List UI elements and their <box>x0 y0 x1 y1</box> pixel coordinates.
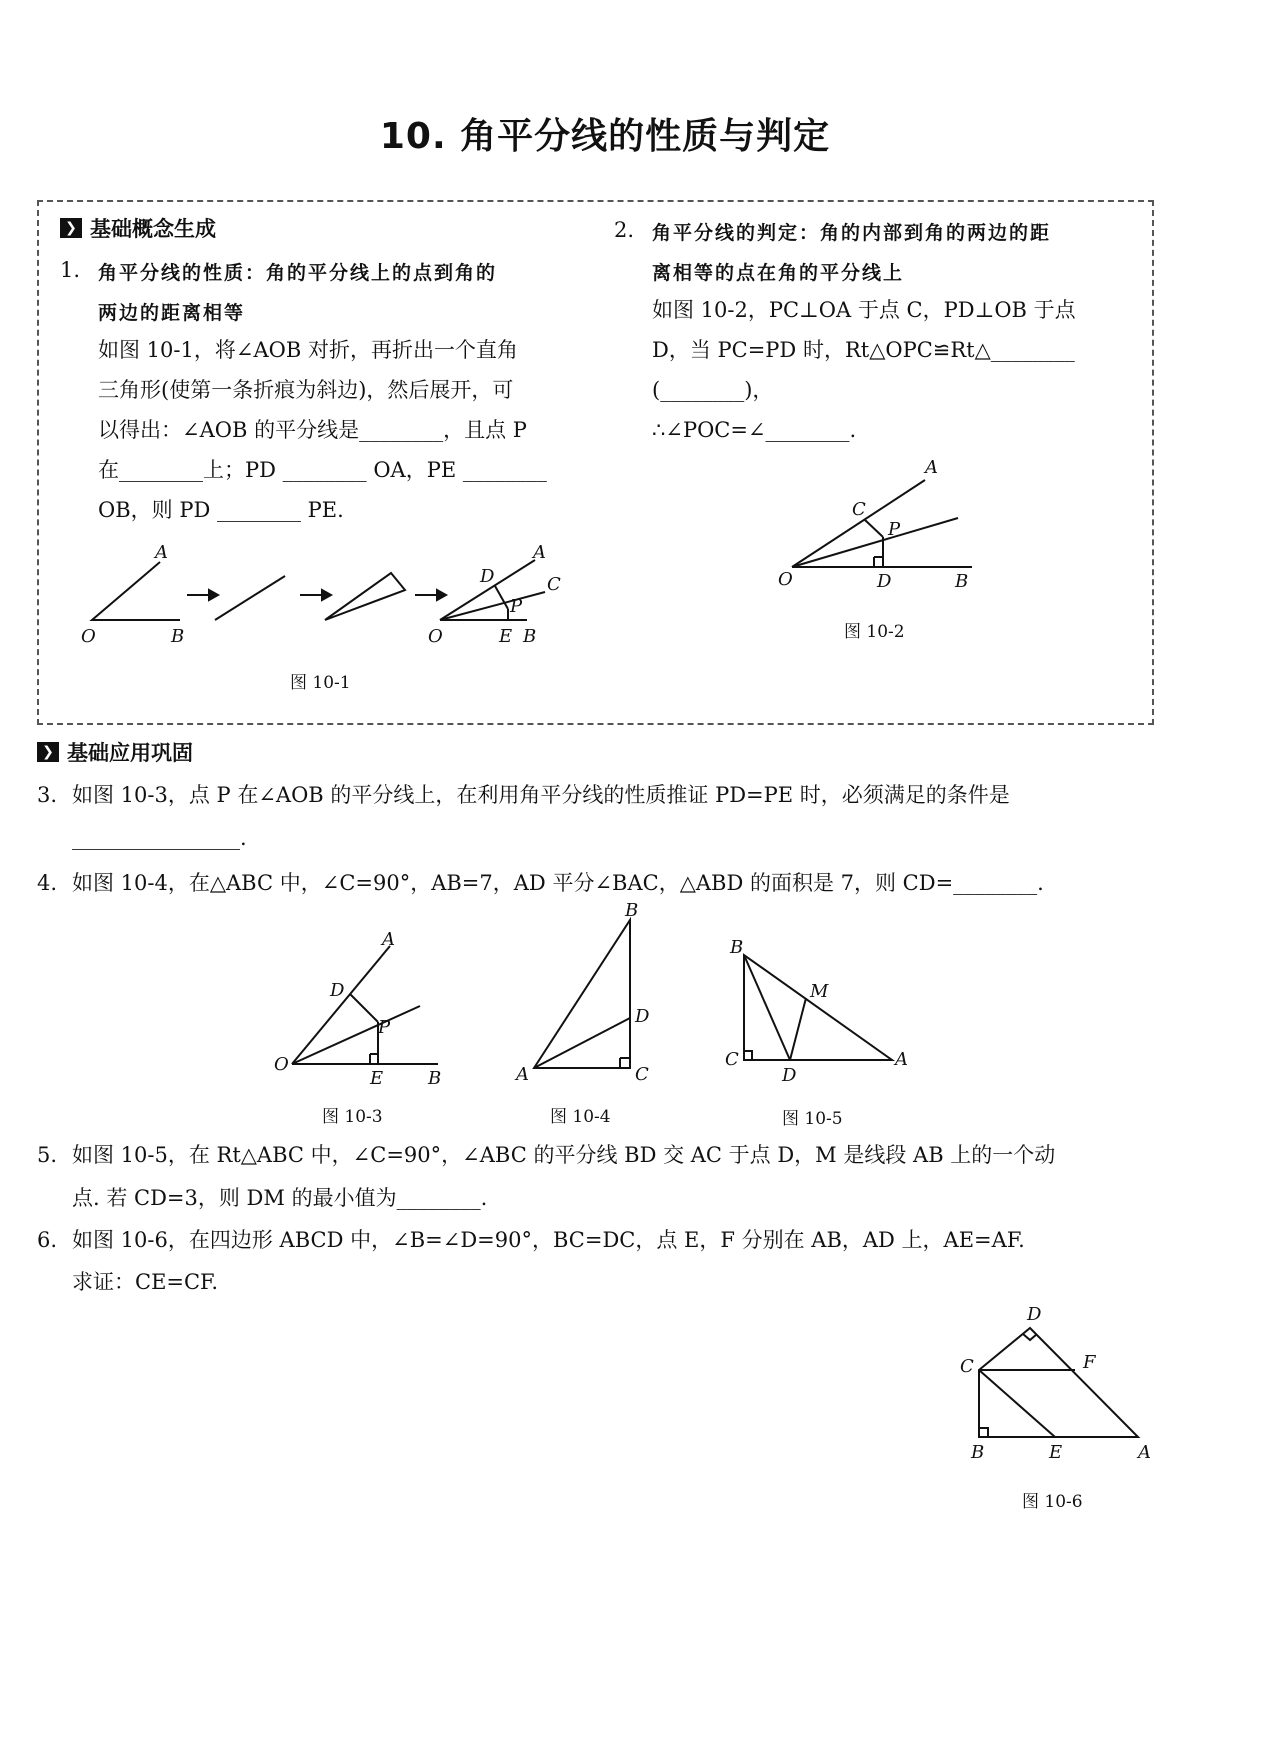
svg-text:B: B <box>971 1442 985 1460</box>
svg-text:F: F <box>1083 1352 1096 1373</box>
fig1-folded-ray <box>215 576 285 620</box>
figure-10-3 <box>270 930 460 1090</box>
svg-text:D: D <box>480 566 495 587</box>
item1-heading-line2: 两边的距离相等 <box>98 302 246 324</box>
item2-body: 如图 10-2，PC⊥OA 于点 C，PD⊥OB 于点 D，当 PC=PD 时，Rt△OPC≌Rt△________ (________)， ∴∠POC=∠________. <box>652 298 1076 442</box>
q3-line1: 如图 10-3，点 P 在∠AOB 的平分线上，在利用角平分线的性质推证 PD=PE 时，必须满足的条件是 <box>72 783 1010 807</box>
fig1-angle-aob <box>92 562 180 620</box>
q3-number: 3. <box>37 783 58 807</box>
svg-text:O: O <box>81 626 96 647</box>
item2-heading-line1: 角平分线的判定：角的内部到角的两边的距 <box>652 222 1052 244</box>
svg-text:A: A <box>155 542 168 563</box>
svg-text:O: O <box>428 626 443 647</box>
svg-text:A: A <box>533 542 546 563</box>
q4-line1: 如图 10-4，在△ABC 中，∠C=90°，AB=7，AD 平分∠BAC，△ABD 的面积是 7，则 CD=________. <box>72 871 1044 895</box>
q6-number: 6. <box>37 1228 58 1252</box>
caption-fig-10-6: 图 10-6 <box>1022 1492 1083 1512</box>
item1-heading-line1: 角平分线的性质：角的平分线上的点到角的 <box>98 262 498 284</box>
svg-text:D: D <box>635 1006 650 1027</box>
caption-fig-10-3: 图 10-3 <box>322 1107 383 1127</box>
svg-text:P: P <box>888 519 901 540</box>
q5-line2: 点. 若 CD=3，则 DM 的最小值为________. <box>72 1186 488 1210</box>
item1-number: 1. <box>60 258 81 282</box>
svg-text:B: B <box>955 571 969 592</box>
q6-line1: 如图 10-6，在四边形 ABCD 中，∠B=∠D=90°，BC=DC，点 E，F 分别在 AB，AD 上，AE=AF. <box>72 1228 1025 1252</box>
svg-text:B: B <box>625 900 639 921</box>
page-title: 10. 角平分线的性质与判定 <box>379 116 831 157</box>
svg-text:C: C <box>547 574 561 595</box>
fig1-folded-triangle <box>325 573 405 620</box>
svg-text:D: D <box>782 1065 797 1085</box>
svg-text:A: A <box>382 930 395 950</box>
svg-text:O: O <box>778 569 793 590</box>
svg-text:D: D <box>877 571 892 592</box>
svg-text:A: A <box>1138 1442 1151 1460</box>
q3-line2: ________________. <box>72 826 247 850</box>
q5-number: 5. <box>37 1143 58 1167</box>
svg-text:B: B <box>171 626 185 647</box>
svg-text:C: C <box>725 1049 739 1070</box>
svg-text:B: B <box>730 937 744 958</box>
figure-10-1 <box>75 540 595 655</box>
caption-fig-10-4: 图 10-4 <box>550 1107 611 1127</box>
svg-text:E: E <box>1049 1442 1063 1460</box>
caption-fig-10-5: 图 10-5 <box>782 1109 843 1129</box>
svg-text:M: M <box>810 981 829 1002</box>
figure-10-4 <box>510 900 660 1090</box>
figure-10-5 <box>720 935 920 1085</box>
svg-text:B: B <box>523 626 537 647</box>
chevron-right-icon: ❯ <box>60 218 82 238</box>
svg-text:O: O <box>274 1054 289 1075</box>
svg-text:P: P <box>510 596 523 617</box>
figure-10-6 <box>955 1300 1165 1460</box>
svg-text:A: A <box>895 1049 908 1070</box>
item1-body: 如图 10-1，将∠AOB 对折，再折出一个直角 三角形(使第一条折痕为斜边)，然后展开，可 以得出：∠AOB 的平分线是________，且点 P 在________上；PD ________ OA，PE ________ OB，则 PD ________ PE. <box>98 338 547 522</box>
svg-text:A: A <box>925 457 938 478</box>
caption-fig-10-1: 图 10-1 <box>290 673 351 693</box>
svg-text:D: D <box>1027 1304 1042 1325</box>
svg-text:P: P <box>378 1017 391 1038</box>
svg-text:D: D <box>330 980 345 1001</box>
svg-text:A: A <box>516 1064 529 1085</box>
svg-text:C: C <box>635 1064 649 1085</box>
q6-line2: 求证：CE=CF. <box>72 1270 219 1294</box>
section-heading-application: ❯ 基础应用巩固 <box>37 737 193 767</box>
svg-text:C: C <box>852 499 866 520</box>
svg-text:B: B <box>428 1068 442 1089</box>
q5-line1: 如图 10-5，在 Rt△ABC 中，∠C=90°，∠ABC 的平分线 BD 交 AC 于点 D，M 是线段 AB 上的一个动 <box>72 1143 1056 1167</box>
item2-heading-line2: 离相等的点在角的平分线上 <box>652 262 905 284</box>
caption-fig-10-2: 图 10-2 <box>844 622 905 642</box>
svg-text:E: E <box>370 1068 384 1089</box>
svg-text:C: C <box>960 1356 974 1377</box>
svg-text:E: E <box>499 626 513 647</box>
chevron-right-icon: ❯ <box>37 742 59 762</box>
q4-number: 4. <box>37 871 58 895</box>
section-heading-concepts: ❯ 基础概念生成 <box>60 213 216 243</box>
item2-number: 2. <box>614 218 635 242</box>
figure-10-2 <box>770 455 990 595</box>
